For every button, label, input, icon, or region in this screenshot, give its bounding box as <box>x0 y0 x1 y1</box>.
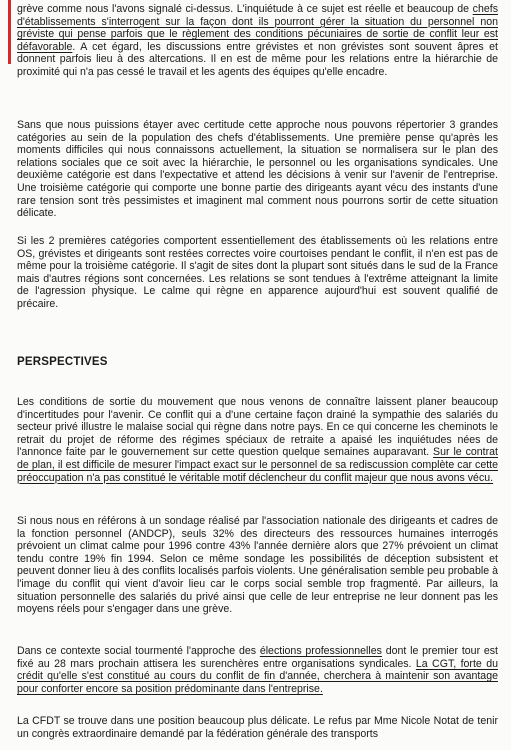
underlined-text: La CGT, forte du crédit qu'elle s'est constitué au cours du conflit de fin d'année, cherchera à maintenir son avantage pour conforter encore sa position prédominante dans l'entreprise. <box>17 657 498 695</box>
section-heading-perspectives: PERSPECTIVES <box>17 356 108 368</box>
text-run: . A cet égard, les discussions entre grévistes et non grévistes sont souvent âpres et donnent parfois lieu à des altercations. Il en est de même pour les relations entre la hiérarchie de proximité qui n'a pas cessé le travail et les agents des équipes qu'elle encadre. <box>17 40 498 78</box>
paragraph-perspectives-3 <box>17 645 498 695</box>
paragraph-intro-3: Si les 2 premières catégories comportent essentiellement des établissements où les relations entre OS, grévistes et dirigeants sont restées correctes voire courtoises pendant le conflit, il n'en est pas de même pour la troisième catégorie. Il s'agit de sites dont la plupart sont situés dans le sud de la France mais d'autres régions sont concernées. Les relations se sont tendues à l'extrême atteignant la limite de l'agression physique. Le calme qui règne en apparence aujourd'hui est souvent qualifié de précaire. <box>17 235 498 310</box>
paragraph-intro-2: Sans que nous puissions étayer avec certitude cette approche nous pouvons répertorier 3 grandes catégories au sein de la population des chefs d'établissements. Une première pense qu'après les moments difficiles qui nous connaissons actuellement, la situation se normalisera sur le plan des relations sociales que ce soit avec la hiérarchie, le personnel ou les organisations syndicales. Une deuxième catégorie est dans l'expectative et attend les décisions à venir sur l'avenir de l'entreprise. Une troisième catégorie qui comporte une bonne partie des dirigeants ayant vécu des instants d'une rare tension sont très pessimistes et imaginent mal comment nous pourrons sortir de cette situation délicate. <box>17 119 498 220</box>
text-run: Dans ce contexte social tourmenté l'approche des <box>17 645 260 657</box>
text-run: dont le premier tour est fixé au 28 mars prochain attisera les surenchères entre organisations syndicales. <box>17 645 499 670</box>
text-run: Les conditions de sortie du mouvement que nous venons de connaître laissent planer beaucoup d'incertitudes pour l'avenir. Ce conflit qui a d'une certaine façon drainé la sympathie des salariés du secteur privé illustre le malaise social qui règne dans notre pays. En ce qui concerne les cheminots le retrait du projet de réforme des régimes spéciaux de retraite a apaisé les inquiétudes nées de l'annonce faite par le gouvernement sur cette question quelque semaines auparavant. <box>17 396 498 459</box>
text-run: grève comme nous l'avons signalé ci-dessus. L'inquiétude à ce sujet est réelle et beaucoup de <box>17 3 473 15</box>
underlined-text: élections professionnelles <box>259 645 382 657</box>
paragraph-perspectives-1 <box>17 396 498 484</box>
paragraph-intro-1 <box>17 3 498 79</box>
paragraph-perspectives-4: La CFDT se trouve dans une position beaucoup plus délicate. Le refus par Mme Nicole Notat de tenir un congrès extraordinaire demandé par la fédération générale des transports <box>17 715 498 740</box>
underlined-text: Sur le contrat de plan, il est difficile de mesurer l'impact exact sur le personnel de sa rediscussion complète car cette préoccupation n'a pas constitué le véritable motif déclencheur du conflit majeur que nous avons vécu. <box>17 446 498 484</box>
underlined-text: chefs d'établissements s'interrogent sur la façon dont ils pourront gérer la situation du personnel non gréviste qui pense parfois que le règlement des conditions pécuniaires de sortie de conflit leur est défavorable <box>17 3 498 53</box>
margin-highlight-bar <box>8 0 11 64</box>
paragraph-perspectives-2: Si nous nous en référons à un sondage réalisé par l'association nationale des dirigeants et cadres de la fonction personnel (ANDCP), seuls 32% des directeurs des ressources humaines interrogés prévoient un climat calme pour 1996 contre 43% l'année dernière alors que 27% prévoient un climat tendu contre 19% fin 1994. Selon ce même sondage les possibilités de déception subsistent et peuvent donner lieu à des conflits localisés parfois violents. Une généralisation semble peu probable à l'image du conflit qui vient d'avoir lieu car le corps social semble trop fragmenté. Par ailleurs, la situation personnelle des salariés du privé ainsi que celle de leur entreprise ne leur donnent pas les moyens réels pour s'engager dans une grève. <box>17 515 498 616</box>
